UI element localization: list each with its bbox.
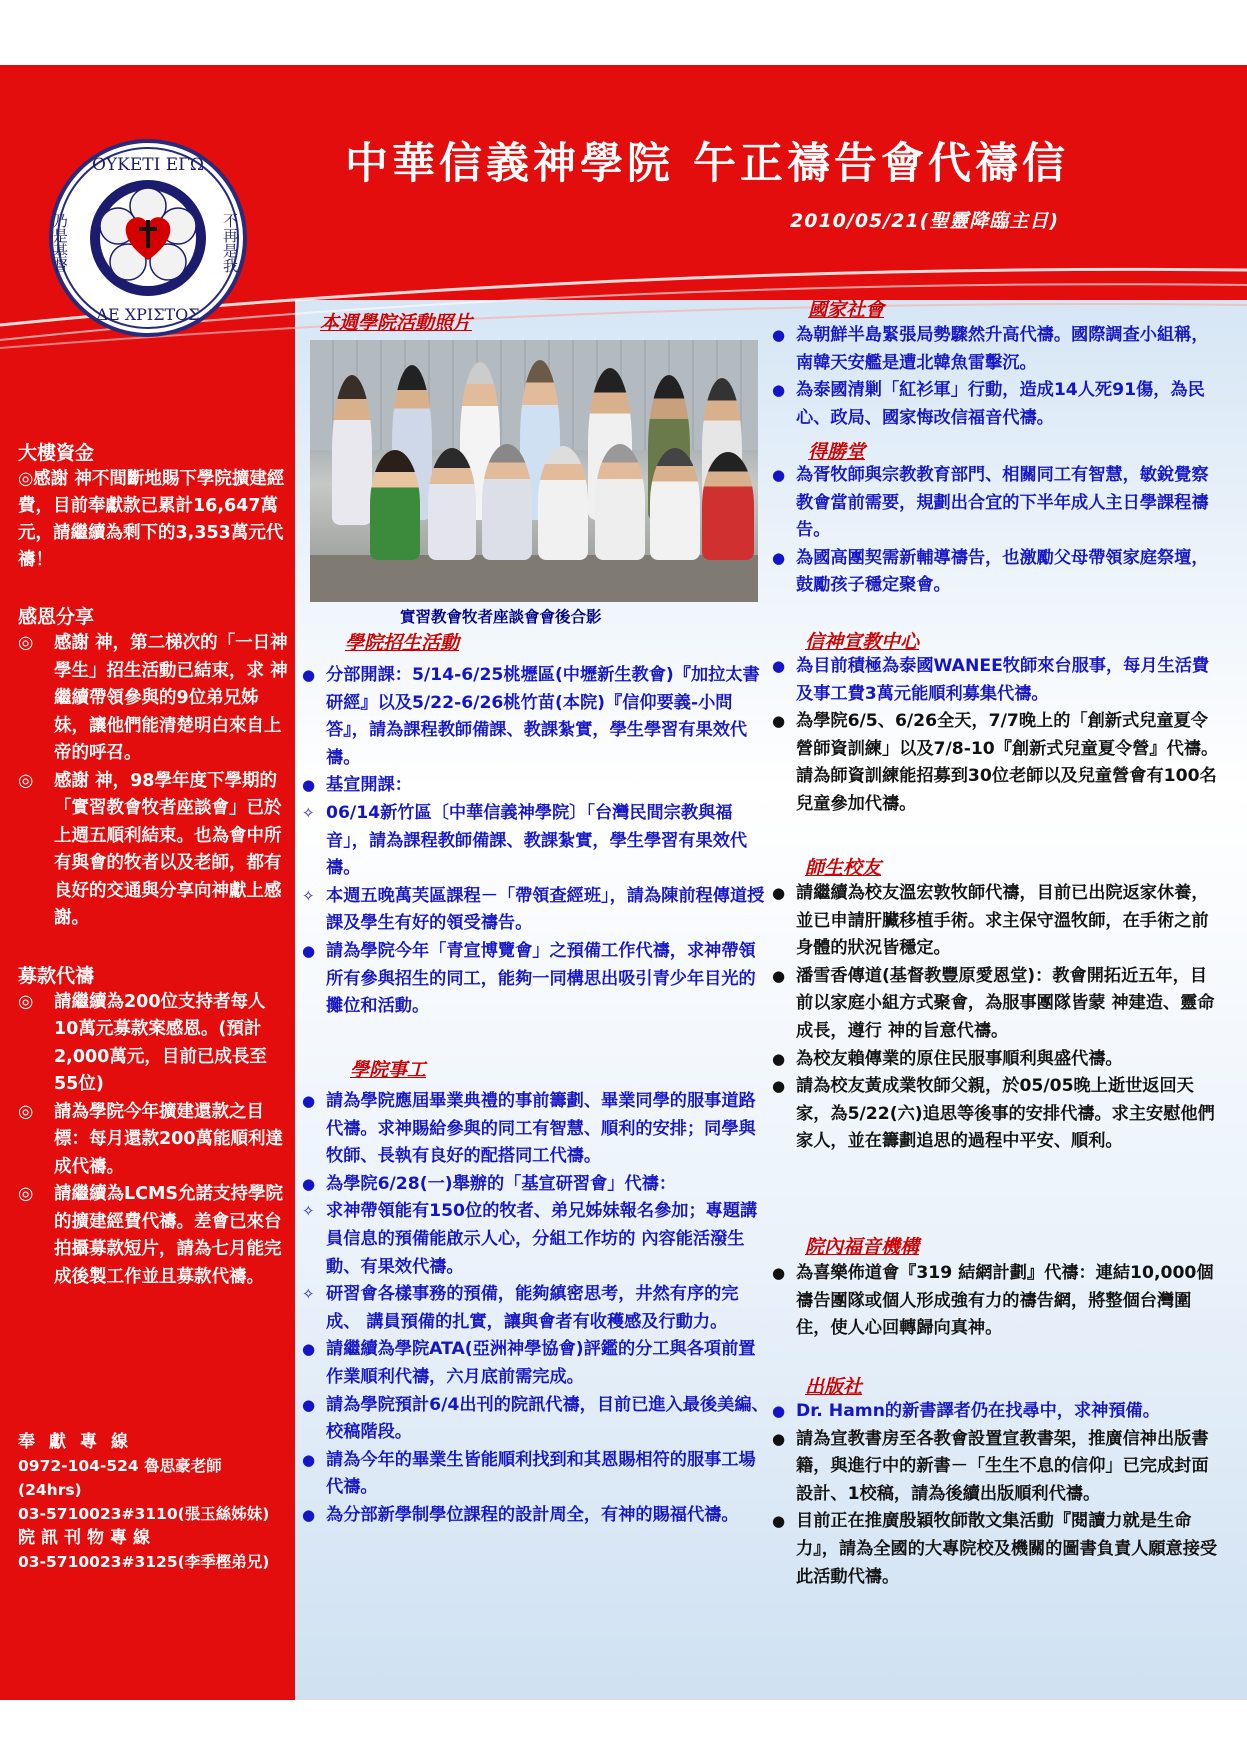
fundraising-item: ◎ 請繼續為200位支持者每人10萬元募款案感恩。(預計2,000萬元，目前已成長至55位) [18, 989, 288, 1099]
affairs-item [300, 1088, 770, 1171]
thanks-item: ◎ 感謝 神，第二梯次的「一日神學生」招生活動已結束，求 神繼續帶領參與的9位弟兄姊妹，讓他們能清楚明白來自上帝的呼召。 [18, 630, 288, 768]
donation-hotline-heading: 奉獻專線 [18, 1432, 142, 1452]
publishing-heading: 出版社 [805, 1376, 863, 1398]
diamond-star-icon: ✧ [302, 1285, 315, 1304]
affairs-item [300, 1502, 770, 1530]
publishing-item-text: 目前正在推廣殷穎牧師散文集活動『閱讀力就是生命力』，請為全國的大專院校及機關的圖書負責人願意接受此活動代禱。 [796, 1511, 1218, 1587]
evangelism-item [770, 1260, 1220, 1343]
fundraising-item: ◎ 請為學院今年擴建還款之目標：每月還款200萬能順利達成代禱。 [18, 1099, 288, 1182]
recruit-item-text: 請為學院今年「青宣博覽會」之預備工作代禱，求神帶領所有參與招生的同工，能夠一同構思出吸引青少年目光的攤位和活動。 [326, 940, 756, 1017]
circle-marker-icon: ◎ [18, 991, 34, 1012]
mission-item-text: 為目前積極為泰國WANEE牧師來台服事，每月生活費及事工費3萬元能順利募集代禱。 [796, 656, 1210, 704]
affairs-item-text: 為分部新學制學位課程的設計周全，有神的賜福代禱。 [326, 1504, 739, 1525]
group-photo [310, 340, 758, 602]
diamond-star-icon: ✧ [302, 803, 315, 822]
mission-heading: 信神宣教中心 [805, 631, 920, 653]
bullet-dot-icon: ● [772, 1512, 786, 1531]
nation-item [770, 377, 1220, 432]
mission-item [770, 653, 1220, 708]
fundraising-item: ◎ 請繼續為LCMS允諾支持學院的擴建經費代禱。差會已來台拍攝募款短片，請為七月能完成後製工作並且募款代禱。 [18, 1181, 288, 1291]
sidebar [18, 440, 288, 1291]
recruit-item-text: 分部開課：5/14-6/25桃壢區(中壢新生教會)『加拉太書研經』以及5/22-6/26桃竹苗(本院)『信仰要義-小問答』，請為課程教師備課、教課紮實，學生學習有果效代禱。 [326, 665, 760, 768]
logo-right-text: 不再是我 [221, 213, 239, 273]
bullet-dot-icon: ● [302, 1505, 316, 1524]
publishing-list [770, 1398, 1220, 1591]
affairs-list [300, 1088, 770, 1530]
affairs-item-text: 請為學院應屆畢業典禮的事前籌劃、畢業同學的服事道路代禱。求神賜給參與的同工有智慧、順利的安排；同學與牧師、長執有良好的配搭同工代禱。 [326, 1091, 756, 1167]
alumni-item [770, 1073, 1220, 1156]
newsletter-title: 中華信義神學院 午正禱告會代禱信 [345, 139, 1069, 189]
evangelism-heading: 院內福音機構 [805, 1236, 920, 1258]
recruit-item [300, 800, 770, 883]
recruit-item [300, 883, 770, 938]
shengsheng-heading: 得勝堂 [808, 441, 866, 463]
thanks-item: ◎ 感謝 神，98學年度下學期的「實習教會牧者座談會」已於上週五順利結束。也為會中所有與會的牧者以及老師，都有良好的交通與分享向神獻上感謝。 [18, 768, 288, 933]
shengsheng-item [770, 462, 1220, 545]
shengsheng-list [770, 462, 1220, 600]
bullet-dot-icon: ● [772, 381, 786, 400]
bullet-dot-icon: ● [302, 1092, 316, 1110]
bullet-dot-icon: ● [772, 326, 786, 344]
mission-item [770, 708, 1220, 818]
logo-bottom-text: ΔΕ ΧΡΙΣΤΟΣ [96, 305, 200, 324]
affairs-item-text: 為學院6/28(一)舉辦的「基宣研習會」代禱： [326, 1173, 677, 1194]
publishing-item-text: 請為宣教書房至各教會設置宣教書架，推廣信神出版書籍，與進行中的新書－「生生不息的信仰」已完成封面設計、1校稿，請為後續出版順利代禱。 [796, 1428, 1209, 1504]
affairs-item [300, 1198, 770, 1281]
bullet-dot-icon: ● [772, 657, 786, 675]
publishing-item [770, 1398, 1220, 1426]
building-fund-heading: 大樓資金 [18, 442, 95, 464]
bullet-dot-icon: ● [772, 1049, 786, 1068]
nation-item-text: 為朝鮮半島緊張局勢驟然升高代禱。國際調查小組稱，南韓天安艦是遭北韓魚雷擊沉。 [796, 325, 1209, 373]
circle-marker-icon: ◎ [18, 1184, 34, 1204]
bullet-dot-icon: ● [772, 548, 786, 567]
bullet-dot-icon: ● [302, 941, 316, 960]
circle-marker-icon: ◎ [18, 1101, 34, 1122]
publishing-item [770, 1508, 1220, 1591]
newsletter-date: 2010/05/21(聖靈降臨主日) [790, 210, 1060, 232]
bullet-dot-icon: ● [772, 1402, 786, 1420]
affairs-item-text: 請繼續為學院ATA(亞洲神學協會)評鑑的分工與各項前置作業順利代禱，六月底前需完成。 [326, 1339, 756, 1387]
bullet-dot-icon: ● [772, 1264, 786, 1282]
affairs-item [300, 1171, 770, 1199]
mission-item-text: 為學院6/5、6/26全天，7/7晚上的「創新式兒童夏令營師資訓練」以及7/8-10『創新式兒童夏令營』代禱。請為師資訓練能招募到30位老師以及兒童營會有100名兒童參加代禱。 [796, 711, 1219, 814]
nation-item [770, 322, 1220, 377]
thanks-heading: 感恩分享 [18, 606, 95, 628]
shengsheng-item-text: 為國高團契需新輔導禱告，也激勵父母帶領家庭祭壇，鼓勵孩子穩定聚會。 [796, 547, 1209, 596]
photo-section-heading: 本週學院活動照片 [320, 312, 473, 334]
bullet-dot-icon: ● [302, 1340, 316, 1359]
affairs-item [300, 1281, 770, 1336]
contact-line: 03-5710023#3110(張玉絲姊妹) [18, 1505, 270, 1523]
bullet-dot-icon: ● [302, 1450, 316, 1469]
circle-marker-icon: ◎ [18, 770, 34, 791]
affairs-heading: 學院事工 [350, 1059, 427, 1081]
evangelism-list [770, 1260, 1220, 1343]
recruit-item [300, 662, 770, 772]
alumni-list [770, 880, 1220, 1156]
contact-line: (24hrs) [18, 1481, 82, 1499]
alumni-item [770, 963, 1220, 1046]
affairs-item-text: 請為今年的畢業生皆能順利找到和其恩賜相符的服事工場代禱。 [326, 1449, 756, 1498]
alumni-heading: 師生校友 [805, 857, 882, 879]
contact-line: 0972-104-524 魯思豪老師 [18, 1457, 222, 1475]
affairs-item-text: 求神帶領能有150位的牧者、弟兄姊妹報名參加；專題講員信息的預備能啟示人心，分組工作坊的 內容能活潑生動、有果效代禱。 [326, 1201, 758, 1277]
recruit-item [300, 938, 770, 1021]
shengsheng-item-text: 為胥牧師與宗教教育部門、相關同工有智慧，敏銳覺察教會當前需要，規劃出合宜的下半年成人主日學課程禱告。 [796, 465, 1209, 541]
fundraising-heading: 募款代禱 [18, 964, 95, 987]
recruit-item-text: 06/14新竹區〔中華信義神學院〕「台灣民間宗教與福音」，請為課程教師備課、教課紮實，學生學習有果效代禱。 [326, 802, 748, 879]
alumni-item-text: 潘雪香傳道(基督教豐原愛恩堂)：教會開拓近五年，目前以家庭小組方式聚會，為服事團隊皆蒙 神建造、靈命成長，遵行 神的旨意代禱。 [796, 965, 1215, 1041]
alumni-item [770, 1046, 1220, 1074]
alumni-item-text: 為校友賴傳業的原住民服事順利與盛代禱。 [796, 1048, 1123, 1069]
diamond-star-icon: ✧ [302, 1202, 315, 1221]
bullet-dot-icon: ● [302, 1174, 316, 1193]
bullet-dot-icon: ● [772, 712, 786, 731]
logo-top-text: ΟΥΚΕΤΙ ΕΓΩ [91, 155, 205, 175]
bullet-dot-icon: ● [772, 1429, 786, 1448]
affairs-item [300, 1336, 770, 1391]
recruit-item [300, 772, 770, 800]
evangelism-item-text: 為喜樂佈道會『319 結網計劃』代禱：連結10,000個禱告團隊或個人形成強有力的禱告網，將整個台灣圍住，使人心回轉歸向真神。 [796, 1263, 1214, 1339]
photo-caption: 實習教會牧者座談會會後合影 [400, 608, 602, 626]
mission-list [770, 653, 1220, 819]
contact-block [18, 1430, 293, 1574]
nation-heading: 國家社會 [808, 299, 885, 321]
bullet-dot-icon: ● [772, 466, 786, 484]
bullet-dot-icon: ● [302, 666, 316, 684]
contact-line: 03-5710023#3125(李季樫弟兄) [18, 1553, 270, 1571]
bullet-dot-icon: ● [772, 884, 786, 902]
recruit-item-text: 本週五晚萬芙區課程－「帶領查經班」，請為陳前程傳道授課及學生有好的領受禱告。 [326, 885, 765, 934]
affairs-item [300, 1447, 770, 1502]
alumni-item-text: 請繼續為校友溫宏敦牧師代禱，目前已出院返家休養，並已申請肝臟移植手術。求主保守溫牧師，在手術之前身體的狀況皆穩定。 [796, 883, 1209, 959]
diamond-star-icon: ✧ [302, 886, 315, 905]
logo-left-text: 乃是基督 [51, 213, 69, 273]
recruit-item-text: 基宣開課： [326, 775, 412, 796]
affairs-item [300, 1392, 770, 1447]
nation-list [770, 322, 1220, 432]
luther-rose-seal-logo [48, 138, 248, 338]
alumni-item-text: 請為校友黃成業牧師父親，於05/05晚上逝世返回天家，為5/22(六)追思等後事的安排代禱。求主安慰他們家人，並在籌劃追思的過程中平安、順利。 [796, 1076, 1215, 1152]
circle-marker-icon: ◎ [18, 633, 34, 653]
recruit-heading: 學院招生活動 [345, 632, 460, 654]
recruit-list [300, 662, 770, 1021]
publishing-item [770, 1426, 1220, 1509]
bullet-dot-icon: ● [772, 966, 786, 985]
bullet-dot-icon: ● [302, 1395, 316, 1414]
alumni-item [770, 880, 1220, 963]
publication-hotline-heading: 院訊刊物專線 [18, 1528, 156, 1548]
nation-item-text: 為泰國清剿「紅衫軍」行動，造成14人死91傷，為民心、政局、國家悔改信福音代禱。 [796, 380, 1205, 428]
bullet-dot-icon: ● [302, 776, 316, 795]
building-fund-text: ◎感謝 神不間斷地賜下學院擴建經費，目前奉獻款已累計16,647萬元，請繼續為剩下的3,353萬元代禱！ [18, 469, 285, 570]
affairs-item-text: 研習會各樣事務的預備，能夠縝密思考，井然有序的完成、 講員預備的扎實，讓與會者有收穫感及行動力。 [326, 1284, 739, 1332]
shengsheng-item [770, 545, 1220, 600]
affairs-item-text: 請為學院預計6/4出刊的院訊代禱，目前已進入最後美編、校稿階段。 [326, 1394, 769, 1443]
bullet-dot-icon: ● [772, 1077, 786, 1096]
publishing-item-text: Dr. Hamn的新書譯者仍在找尋中，求神預備。 [796, 1401, 1160, 1421]
